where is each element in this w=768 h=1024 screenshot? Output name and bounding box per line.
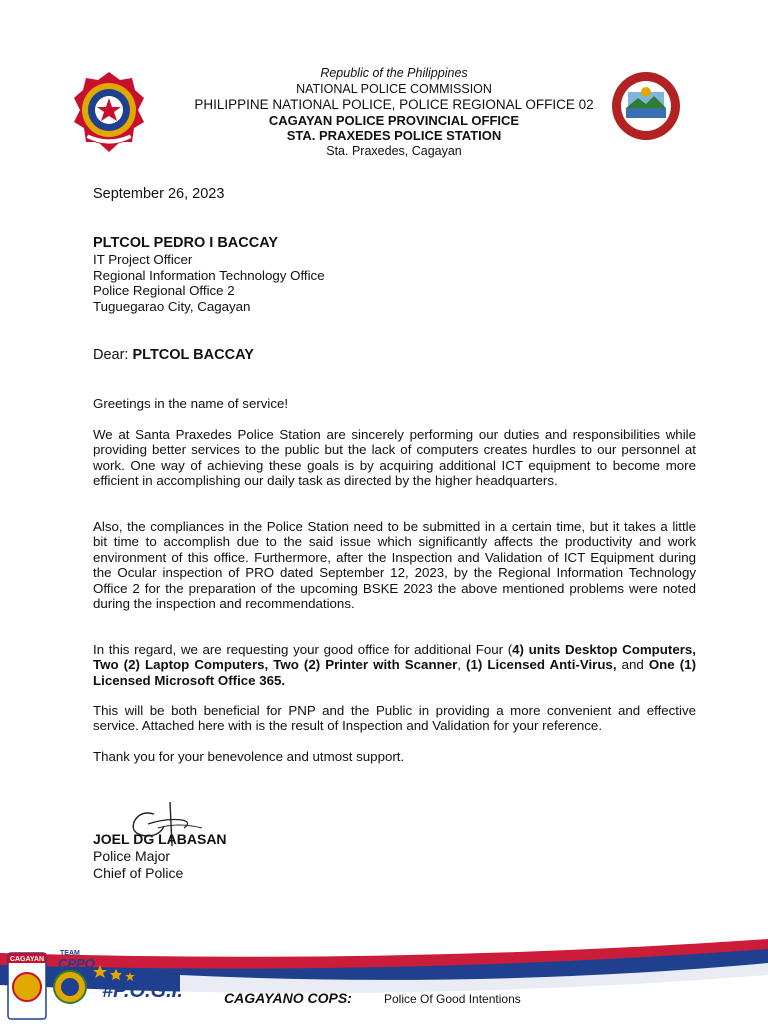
recipient-line: Regional Information Technology Office [93, 267, 325, 283]
request-text: and [616, 657, 649, 673]
footer-banner [0, 935, 768, 1024]
police-station-line: STA. PRAXEDES POLICE STATION [286, 128, 502, 143]
napolcom-line: NATIONAL POLICE COMMISSION [296, 81, 492, 96]
request-bold-items: One (1) Licensed Microsoft Office 365. [93, 657, 697, 688]
body-paragraph-4: This will be both beneficial for PNP and the Public in providing a more convenient and effective service. Attached here with is the result of Inspection and Validation for your reference. [93, 703, 696, 734]
pnp-seal-logo [72, 70, 146, 154]
request-paragraph [93, 642, 696, 688]
body-paragraph-1: We at Santa Praxedes Police Station are sincerely performing our duties and responsibilities while providing better services to the public but the lack of computers creates hurdles to our personnel at work. One way of achieving these goals is by acquiring additional ICT equipment to become more efficient in accomplishing our daily task as directed by the higher headquarters. [93, 427, 696, 489]
body-paragraph-2: Also, the compliances in the Police Station need to be submitted in a certain time, but it takes a little bit time to accomplish due to the said issue which significantly affects the productivity and work environment of this office. Furthermore, after the Inspection and Validation of ICT Equipment during the Ocular inspection of PRO dated September 12, 2023, by the Regional Information Technology Office 2 for the preparation of the upcoming BSKE 2023 the above mentioned problems were noted during the inspection and recommendations. [93, 519, 696, 612]
salutation-name: PLTCOL BACCAY [132, 347, 254, 363]
letterhead [150, 66, 638, 159]
recipient-name: PLTCOL PEDRO I BACCAY [93, 235, 279, 251]
recipient-address [93, 236, 325, 315]
request-text: , [457, 657, 467, 673]
signatory-name: JOEL DG LABASAN [93, 831, 227, 847]
salutation-label: Dear: [93, 347, 133, 363]
signatory-rank: Police Major [93, 848, 171, 864]
footer-slogan: Police Of Good Intentions [384, 992, 521, 1006]
salutation [93, 347, 254, 363]
signatory-position: Chief of Police [93, 865, 184, 881]
pnp-regional-line: PHILIPPINE NATIONAL POLICE, POLICE REGIONAL OFFICE 02 [194, 97, 594, 112]
request-bold-items: (1) Licensed Anti-Virus, [466, 657, 617, 673]
recipient-line: Tuguegarao City, Cagayan [93, 299, 251, 315]
footer-cppo-label: CPPO [58, 956, 95, 971]
recipient-line: IT Project Officer [93, 251, 193, 267]
letter-date: September 26, 2023 [93, 186, 225, 202]
footer-hashtag: #P.O.G.I. [102, 980, 183, 1002]
location-line: Sta. Praxedes, Cagayan [326, 143, 462, 158]
footer-badge-top: CAGAYAN [9, 956, 45, 963]
provincial-office-line: CAGAYAN POLICE PROVINCIAL OFFICE [268, 112, 520, 128]
request-text: In this regard, we are requesting your good office for additional Four ( [93, 642, 513, 657]
request-bold-items: 4) units Desktop Computers, Two (2) Laptop Computers, Two (2) Printer with Scanner [93, 642, 696, 673]
closing-paragraph: Thank you for your benevolence and utmost support. [93, 749, 405, 764]
greeting-paragraph: Greetings in the name of service! [93, 396, 289, 411]
republic-line: Republic of the Philippines [320, 66, 468, 80]
footer-team-label: TEAM [60, 950, 80, 957]
recipient-line: Police Regional Office 2 [93, 283, 235, 299]
signatory-block [93, 831, 227, 882]
footer-slogan-bold: CAGAYANO COPS: [224, 990, 352, 1006]
